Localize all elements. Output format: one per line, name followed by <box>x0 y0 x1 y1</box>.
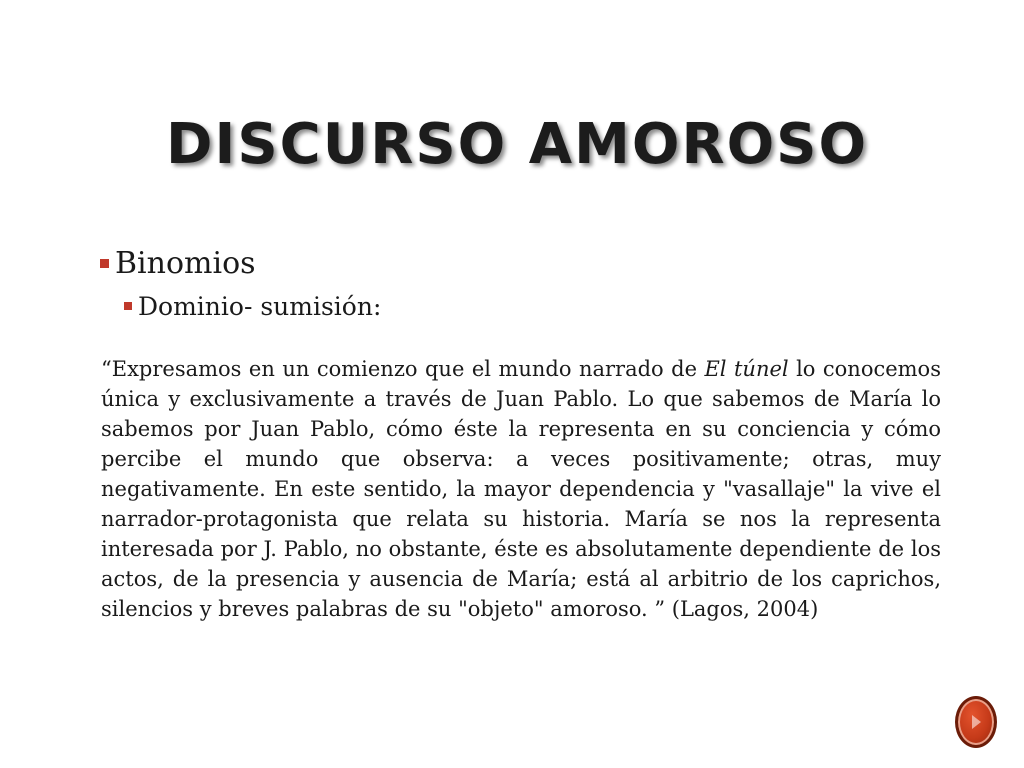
quote-text-rest: lo conocemos única y exclusivamente a través de Juan Pablo. Lo que sabemos de María lo sabemos por Juan Pablo, cómo éste la representa en su conciencia y cómo percibe el mundo que observa: a veces positivamente; otras, muy negativamente. En este sentido, la mayor dependencia y "vasallaje" la vive el narrador-protagonista que relata su historia. María se nos la representa interesada por J. Pablo, no obstante, éste es absolutamente dependiente de los actos, de la presencia y ausencia de María; está al arbitrio de los caprichos, silencios y breves palabras de su "objeto" amoroso. ” (Lagos, 2004) <box>101 357 941 621</box>
book-title: El túnel <box>704 357 789 381</box>
bullet-square-icon <box>100 259 109 268</box>
next-arrow-icon <box>972 715 981 729</box>
bullet-label: Dominio- sumisión: <box>138 291 382 321</box>
bullet-list <box>100 240 940 326</box>
quote-paragraph <box>101 354 941 624</box>
quote-text-start: “Expresamos en un comienzo que el mundo narrado de <box>101 357 705 381</box>
bullet-label: Binomios <box>115 245 256 281</box>
slide-title: DISCURSO AMOROSO <box>166 112 869 177</box>
bullet-dominio-sumision <box>124 286 940 326</box>
bullet-binomios <box>100 240 940 286</box>
next-slide-button[interactable] <box>955 696 997 748</box>
bullet-square-icon <box>124 302 132 310</box>
